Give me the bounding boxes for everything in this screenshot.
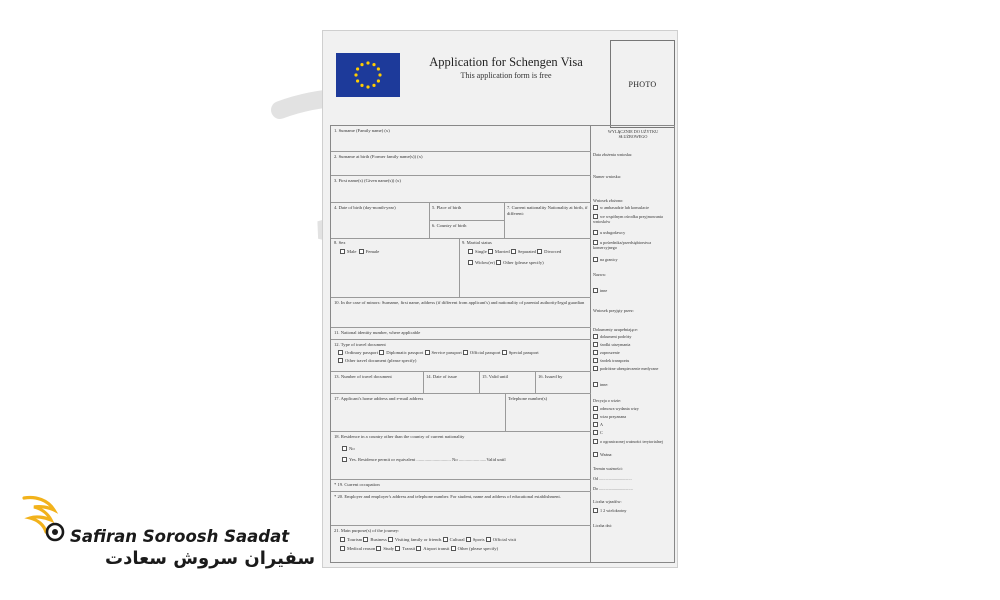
schengen-form [322,30,678,568]
field-label: Telephone number(s) [508,396,548,401]
doc-checkbox[interactable] [593,342,598,347]
checkbox-label: Business [370,536,387,542]
field-date-of-issue[interactable] [423,372,479,382]
field-label: 10. In the case of minors: Surname, first name, address (if different from applicant's) and nationality of parental authority/legal guardian [334,300,585,305]
checkbox-label: No [349,445,355,451]
airport-transit-checkbox[interactable] [416,546,421,551]
field-label: 17. Applicant's home address and e-mail address [334,396,424,401]
checkbox-label: Special passport [508,349,539,355]
special-passport-checkbox[interactable] [502,350,507,355]
option-label: wiza przyznana [600,414,627,419]
option-label: u pośrednika/przedsiębiorstwa komercyjnego [593,240,652,251]
field-label: 14. Date of issue [426,374,457,379]
cultural-checkbox[interactable] [443,537,448,542]
official-use-column [591,126,675,562]
field-residence [331,432,591,480]
doc-checkbox[interactable] [593,366,598,371]
field-label: 5. Place of birth [432,205,462,210]
field-occupation[interactable] [331,480,591,492]
married-checkbox[interactable] [488,249,493,254]
submitted-opt-checkbox[interactable] [593,257,598,262]
checkbox-label: Separated [517,248,536,254]
eu-flag [336,53,400,97]
ordinary-passport-checkbox[interactable] [338,350,343,355]
entries-checkbox[interactable] [593,508,598,513]
field-label: 18. Residence in a country other than the country of current nationality [334,434,465,439]
tourism-checkbox[interactable] [340,537,345,542]
residence-yes-checkbox[interactable] [342,457,347,462]
field-label: 11. National identity number, where applicable [334,330,421,335]
checkbox-label: Cultural [449,536,465,542]
option-label: podróżne ubezpieczenie medyczne [600,366,659,371]
visiting-checkbox[interactable] [388,537,393,542]
doc-checkbox[interactable] [593,334,598,339]
option-label: 1 2 wielokrotny [600,508,627,513]
checkbox-label: Official visit [492,536,517,542]
checkbox-label: Other travel document (please specify) [345,358,417,364]
transit-checkbox[interactable] [395,546,400,551]
application-date-label: Data złożenia wniosku: [593,152,633,157]
field-surname-at-birth[interactable] [331,152,591,176]
study-checkbox[interactable] [376,546,381,551]
days-label: Liczba dni: [593,523,612,528]
doc-opt-6 [593,382,673,387]
option-label: o ograniczonej ważności terytorialnej [600,439,663,444]
checkbox-label: Diplomatic passport [386,349,424,355]
doc-checkbox[interactable] [593,350,598,355]
field-label: * 19. Current occupation [334,482,380,487]
validity-label: Termin ważności: [593,466,623,471]
decision-checkbox[interactable] [593,439,598,444]
checkbox-label: Sports [472,536,485,542]
checkbox-label: Medical reason [347,546,376,552]
option-label: we wspólnym ośrodku przyjmowania wniosków [593,214,663,225]
submitted-opt-4 [593,240,673,250]
field-travel-document-type [331,340,591,372]
official-use-header: WYLĄCZNIE DO UŻYTKU SŁUŻBOWEGO [607,129,659,140]
field-label: 21. Main purpose(s) of the journey: [334,528,400,533]
doc-opt-1 [593,334,673,339]
field-date-of-birth[interactable] [331,203,429,213]
doc-opt-5 [593,366,673,371]
option-label: Ważna: [600,452,613,457]
marital-other-checkbox[interactable] [496,260,501,265]
decision-checkbox[interactable] [593,414,598,419]
male-checkbox[interactable] [340,249,345,254]
doc-checkbox[interactable] [593,358,598,363]
option-label: u usługodawcy [600,230,626,235]
checkbox-label: Married [494,248,510,254]
field-place-of-birth[interactable] [429,203,504,213]
field-label: 6. Country of birth [432,223,467,228]
name-label: Nazwa: [593,272,606,277]
option-label: środek transportu [600,358,630,363]
decision-checkbox[interactable] [593,452,598,457]
field-first-names[interactable] [331,176,591,203]
entries-options [593,508,673,513]
option-label: A [600,422,604,427]
decision-opt-3 [593,422,673,427]
checkbox-label: Male [347,248,357,254]
residence-no-checkbox[interactable] [342,446,347,451]
option-label: zaproszenie [600,350,620,355]
submitted-at-label: Wniosek złożono: [593,198,624,203]
medical-checkbox[interactable] [340,546,345,551]
checkbox-label: Female [365,248,380,254]
form-subtitle: This application form is free [460,71,552,80]
field-journey-purpose [331,526,591,563]
photo-box [610,40,675,128]
submitted-opt-1 [593,205,673,210]
field-label: 15. Valid until [482,374,509,379]
checkbox-label: Official passport [469,349,501,355]
sports-checkbox[interactable] [466,537,471,542]
form-title: Application for Schengen Visa [429,55,583,69]
option-label: odmowa wydania wizy [600,406,639,411]
checkbox-label: Other (please specify) [457,546,499,552]
supporting-docs-label: Dokumenty uzupełniające: [593,327,638,332]
doc-opt-4 [593,358,673,363]
doc-checkbox[interactable] [593,382,598,387]
field-country-of-birth[interactable] [429,220,504,231]
official-visit-checkbox[interactable] [486,537,491,542]
field-valid-until[interactable] [479,372,535,382]
processed-by-label: Wniosek przyjęty przez: [593,308,634,313]
applicant-column [331,126,591,562]
decision-opt-6 [593,452,673,457]
field-sex [331,238,459,256]
widowed-checkbox[interactable] [468,260,473,265]
submitted-opt-2 [593,214,673,224]
submitted-opt-5 [593,257,673,262]
business-checkbox[interactable] [363,537,368,542]
field-label: 4. Date of birth (day-month-year) [334,205,396,210]
valid-to-label: Do ................................ [593,486,633,491]
field-label: * 20. Employer and employer's address and telephone number. For student, name and address of educational establishment. [334,494,561,499]
checkbox-label: Airport transit [423,546,450,552]
official-passport-checkbox[interactable] [463,350,468,355]
eu-flag-icon [336,53,400,97]
field-label: 2. Surname at birth (Former family name(s)) (x) [334,154,423,159]
doc-opt-2 [593,342,673,347]
field-label: 13. Number of travel document [334,374,392,379]
field-label: 16. Issued by [538,374,563,379]
field-label: 1. Surname (Family name) (x) [334,128,390,133]
option-label: na granicy [600,257,618,262]
field-label: 7. Current nationality Nationality at birth, if different: [507,205,588,216]
option-label: inne [600,288,608,293]
option-label: dokument podróży [600,334,632,339]
checkbox-label: Widow(er) [475,260,495,266]
checkbox-label: Study [383,546,395,552]
wing-logo-icon [22,494,68,546]
field-employer[interactable] [331,492,591,526]
field-document-number[interactable] [331,372,423,382]
other-document-checkbox[interactable] [338,358,343,363]
valid-from-label: Od ............................... [593,476,632,481]
checkbox-label: Ordinary passport [345,349,379,355]
checkbox-label: Visiting family or friends [394,536,442,542]
checkbox-label: Transit [402,546,416,552]
field-label: 12. Type of travel document [334,342,386,347]
option-label: C [600,430,603,435]
single-checkbox[interactable] [468,249,473,254]
checkbox-label: Tourism [347,536,363,542]
purpose-other-checkbox[interactable] [451,546,456,551]
field-home-address[interactable] [331,394,505,404]
checkbox-label: Divorced [544,248,562,254]
photo-label: PHOTO [628,79,657,89]
divorced-checkbox[interactable] [537,249,542,254]
submitted-opt-checkbox[interactable] [593,205,598,210]
entries-label: Liczba wjazdów: [593,499,622,504]
application-number-label: Numer wniosku: [593,174,622,179]
field-minors-guardian[interactable] [331,298,591,328]
decision-checkbox[interactable] [593,430,598,435]
decision-opt-4 [593,430,673,435]
option-label: w ambasadzie lub konsulacie [600,205,649,210]
field-national-id[interactable] [331,328,591,340]
checkbox-label: Service passport [431,349,462,355]
brand-name-fa: سفیران سروش سعادت [105,548,316,569]
decision-checkbox[interactable] [593,422,598,427]
brand-name-en: Safiran Soroosh Saadat [70,527,290,546]
other-option [593,288,673,293]
decision-opt-2 [593,414,673,419]
submitted-opt-3 [593,230,673,235]
separated-checkbox[interactable] [511,249,516,254]
field-telephone[interactable] [505,394,591,404]
checkbox-label: Single [475,248,487,254]
visa-decision-label: Decyzja o wizie: [593,398,622,403]
decision-opt-1 [593,406,673,411]
field-label: 8. Sex [334,240,346,245]
field-label: 9. Marital status [462,240,492,245]
checkbox-label: Other (please specify) [503,260,544,266]
decision-checkbox[interactable] [593,406,598,411]
checkbox-label: Yes. Residence permit or equivalent .............................. No ........................Valid until [349,457,506,463]
service-passport-checkbox[interactable] [425,350,430,355]
submitted-opt-checkbox[interactable] [593,230,598,235]
other-checkbox[interactable] [593,288,598,293]
diplomatic-passport-checkbox[interactable] [379,350,384,355]
decision-opt-5 [593,439,673,444]
field-marital-status [459,238,591,268]
doc-opt-3 [593,350,673,355]
field-nationality[interactable] [504,203,591,218]
form-grid [330,125,675,563]
female-checkbox[interactable] [359,249,364,254]
field-surname[interactable] [331,126,591,152]
field-issued-by[interactable] [535,372,591,382]
option-label: inne: [600,382,609,387]
option-label: środki utrzymania [600,342,631,347]
field-label: 3. First name(s) (Given name(s)) (x) [334,178,401,183]
